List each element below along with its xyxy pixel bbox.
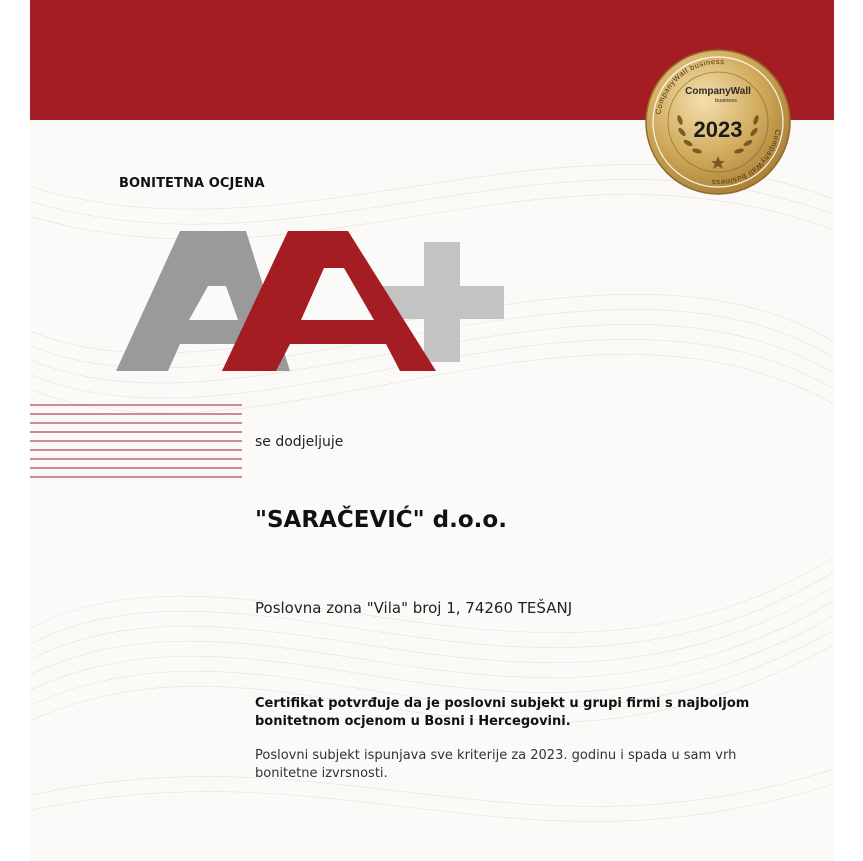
- certificate-statement: Poslovni subjekt ispunjava sve kriterije za 2023. godinu i spada u sam vrh bonitetne izvrsnosti.: [255, 748, 737, 781]
- seal-ring-text-2: CompanyWall business: [710, 128, 783, 188]
- grade-logo: [116, 228, 508, 378]
- company-name: "SARAČEVIĆ" d.o.o.: [255, 507, 507, 533]
- certificate-page: [30, 0, 834, 861]
- seal-brand: CompanyWall: [685, 86, 751, 97]
- company-address: Poslovna zona "Vila" broj 1, 74260 TEŠANJ: [255, 599, 573, 617]
- decorative-red-lines: [30, 403, 242, 479]
- seal-brand-sub: business: [715, 98, 737, 104]
- seal-ring-text: CompanyWall business: [653, 56, 726, 116]
- awarded-text: se dodjeljuje: [255, 434, 344, 450]
- rating-label: BONITETNA OCJENA: [119, 176, 265, 191]
- seal-year: 2023: [693, 117, 743, 142]
- company-wall-seal: [644, 48, 792, 196]
- certificate-statement-bold: Certifikat potvrđuje da je poslovni subjekt u grupi firmi s najboljom bonitetnom ocjenom u Bosni i Hercegovini.: [255, 696, 750, 729]
